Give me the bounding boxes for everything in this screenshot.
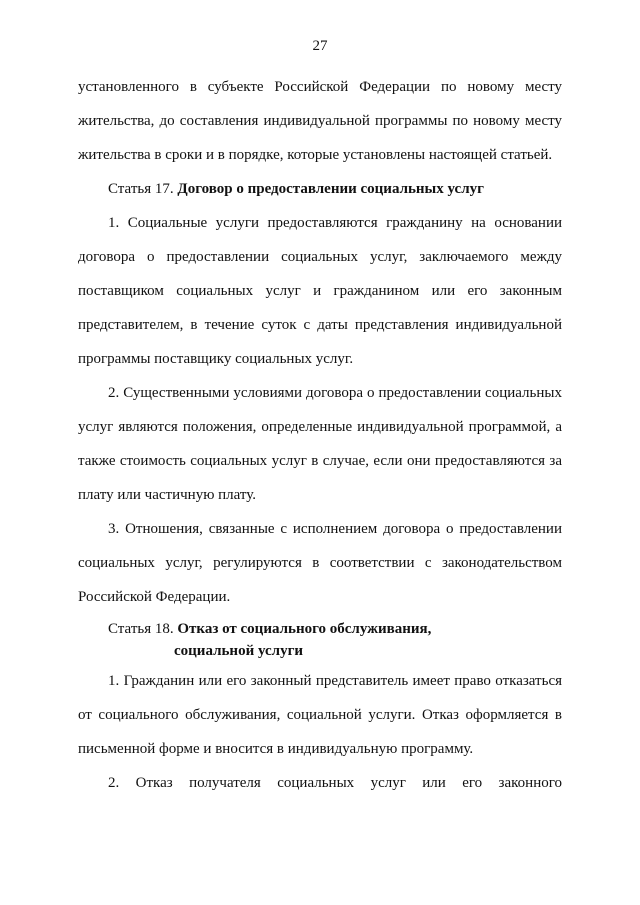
article-17-paragraph-1 [78,212,562,382]
text-line: письменной форме и вносится в индивидуальную программу. [78,741,474,757]
text-line: установленного в субъекте Российской Федерации по новому месту [78,79,562,95]
article-18-title-line-2: социальной услуги [174,643,304,659]
article-17-prefix: Статья 17. [108,181,174,197]
article-18-prefix: Статья 18. [108,621,174,637]
text-line: договора о предоставлении социальных услуг, заключаемого между [78,249,562,265]
article-17-heading [78,178,562,212]
text-line: также стоимость социальных услуг в случае, если они предоставляются за [78,453,562,469]
article-17-paragraph-2 [78,382,562,518]
article-17-title: Договор о предоставлении социальных услуг [177,181,484,197]
text-line: от социального обслуживания, социальной услуги. Отказ оформляется в [78,707,562,723]
article-18-paragraph-1 [78,670,562,772]
page-number: 27 [312,38,328,54]
text-line: социальных услуг, регулируются в соответствии с законодательством [78,555,562,571]
article-18-title-line-1: Отказ от социального обслуживания, [177,621,432,637]
text-line: 2. Отказ получателя социальных услуг или его законного [108,775,562,791]
article-18-heading-line-2 [78,642,562,670]
text-line: представителем, в течение суток с даты представления индивидуальной [78,317,562,333]
text-line: жительства в сроки и в порядке, которые установлены настоящей статьей. [78,147,553,163]
text-line: программы поставщику социальных услуг. [78,351,354,367]
article-17-paragraph-3 [78,518,562,620]
text-line: поставщиком социальных услуг и гражданином или его законным [78,283,562,299]
text-line: плату или частичную плату. [78,487,257,503]
article-18-paragraph-2 [78,772,562,806]
article-18-heading [78,620,562,670]
intro-paragraph [78,76,562,178]
text-line: 2. Существенными условиями договора о предоставлении социальных [108,385,562,401]
text-line: 1. Гражданин или его законный представитель имеет право отказаться [108,673,562,689]
text-line: услуг являются положения, определенные индивидуальной программой, а [78,419,562,435]
text-line: жительства, до составления индивидуальной программы по новому месту [78,113,562,129]
text-line: 3. Отношения, связанные с исполнением договора о предоставлении [108,521,562,537]
article-18-heading-line-1 [78,620,562,642]
text-line: Российской Федерации. [78,589,231,605]
document-body [78,76,562,806]
text-line: 1. Социальные услуги предоставляются гражданину на основании [108,215,562,231]
